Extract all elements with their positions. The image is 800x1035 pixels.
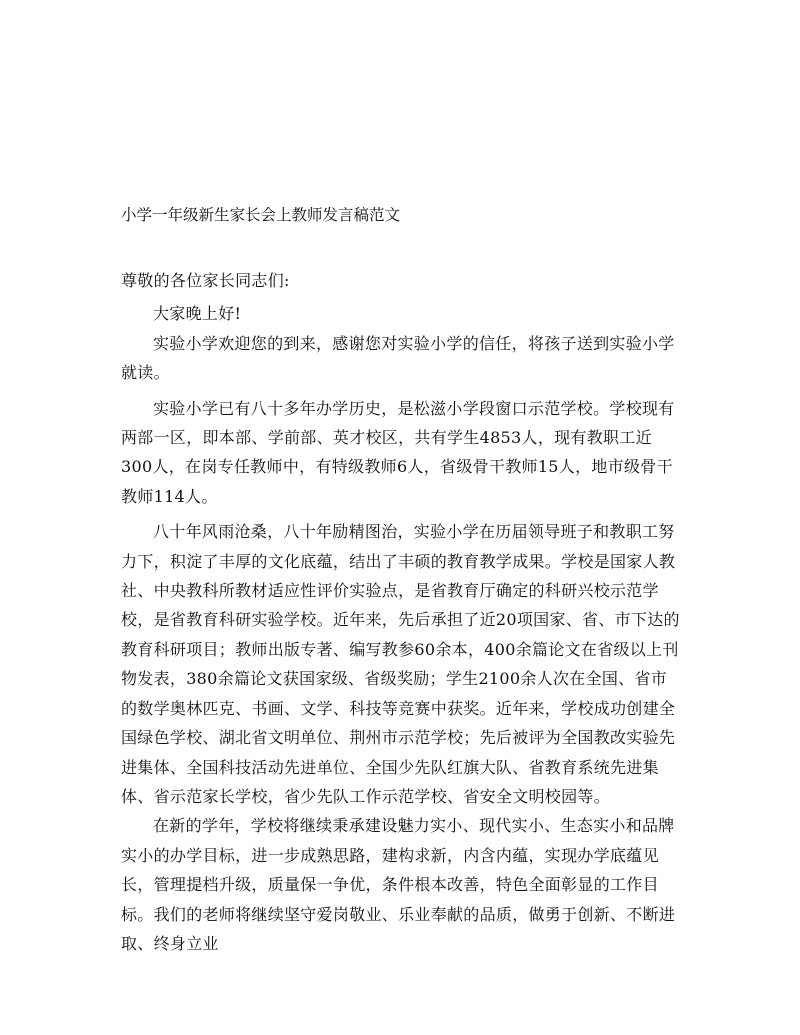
salutation: 尊敬的各位家长同志们: xyxy=(121,271,290,290)
paragraph-school-overview: 实验小学已有八十多年办学历史，是松滋小学段窗口示范学校。学校现有两部一区，即本部、学前部、英才校区，共有学生4853人，现有教职工近300人，在岗专任教师中，有特级教师6人，省级骨干教师15人，地市级骨干教师114人。 xyxy=(121,398,675,506)
document-body xyxy=(121,266,681,958)
paragraph-achievements: 八十年风雨沧桑，八十年励精图治，实验小学在历届领导班子和教职工努力下，积淀了丰厚的文化底蕴，结出了丰硕的教育教学成果。学校是国家人教社、中央教科所教材适应性评价实验点，是省教育厅确定的科研兴校示范学校，是省教育科研实验学校。近年来，先后承担了近20项国家、省、市下达的教育科研项目；教师出版专著、编写教参60余本，400余篇论文在省级以上刊物发表，380余篇论文获国家级、省级奖励；学生2100余人次在全国、省市的数学奥林匹克、书画、文学、科技等竞赛中获奖。近年来，学校成功创建全国绿色学校、湖北省文明单位、荆州市示范学校；先后被评为全国教改实验先进集体、全国科技活动先进单位、全国少先队红旗大队、省教育系统先进集体、省示范家长学校，省少先队工作示范学校、省安全文明校园等。 xyxy=(121,522,680,806)
paragraph-welcome: 实验小学欢迎您的到来，感谢您对实验小学的信任，将孩子送到实验小学就读。 xyxy=(121,333,675,383)
paragraph-new-year-goals: 在新的学年，学校将继续秉承建设魅力实小、现代实小、生态实小和品牌实小的办学目标，进一步成熟思路，建构求新，内含内蕴，实现办学底蕴见长，管理提档升级，质量保一争优，条件根本改善，特色全面彰显的工作目标。我们的老师将继续坚守爱岗敬业、乐业奉献的品质，做勇于创新、不断进取、终身立业 xyxy=(121,816,676,953)
document-title: 小学一年级新生家长会上教师发言稿范文 xyxy=(121,206,401,224)
paragraph-greeting: 大家晚上好! xyxy=(153,304,242,324)
